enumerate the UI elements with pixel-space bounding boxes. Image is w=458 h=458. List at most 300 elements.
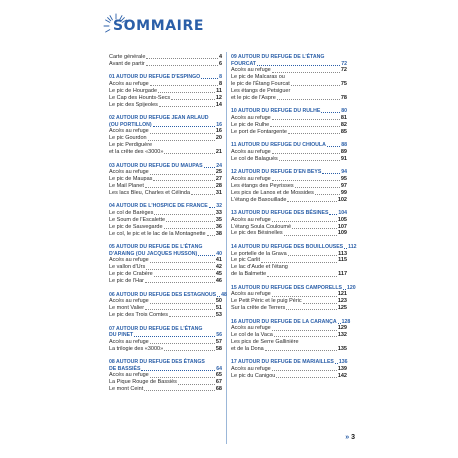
toc-entry[interactable] <box>109 149 222 156</box>
leader-dots <box>141 370 215 371</box>
section-page: 64 <box>216 365 222 372</box>
entry-page: 6 <box>218 60 222 67</box>
toc-entry[interactable] <box>109 264 222 271</box>
entry-page: 50 <box>215 298 222 305</box>
section-page: 72 <box>341 60 347 67</box>
toc-entry[interactable] <box>109 142 222 149</box>
leader-dots <box>270 126 340 127</box>
toc-entry[interactable] <box>109 54 222 61</box>
leader-dots <box>150 174 215 175</box>
leader-dots <box>145 187 215 188</box>
leader-dots <box>272 153 340 154</box>
leader-dots <box>159 106 215 107</box>
toc-entry[interactable] <box>109 169 222 176</box>
toc-entry[interactable] <box>109 176 222 183</box>
toc-entry[interactable] <box>109 190 222 197</box>
toc-section <box>231 284 356 312</box>
leader-dots <box>158 92 215 93</box>
toc-entry[interactable] <box>231 325 347 332</box>
entry-page: 41 <box>215 257 222 264</box>
entry-label: Accès au refuge <box>109 128 149 135</box>
section-page: 104 <box>338 210 347 217</box>
entry-label: de la Balmette <box>231 271 267 278</box>
toc-entry[interactable] <box>231 95 347 102</box>
entry-label: Le port de Fontargente <box>231 128 287 135</box>
toc-section <box>231 210 347 237</box>
section-title: 05 AUTOUR DU REFUGE DE L'ÉTANG <box>109 244 203 251</box>
leader-dots <box>288 133 340 134</box>
entry-label: Accès au refuge <box>231 67 271 74</box>
leader-dots <box>284 235 337 236</box>
leader-dots <box>272 180 340 181</box>
section-title-line2: D'ARAING (OU JACQUES HUSSON) <box>109 250 198 257</box>
leader-dots <box>321 112 340 113</box>
leader-dots <box>207 235 215 236</box>
toc-entry[interactable] <box>231 197 347 204</box>
entry-label: Accès au refuge <box>109 257 149 264</box>
entry-page: 27 <box>215 176 222 183</box>
toc-entry[interactable] <box>109 379 222 386</box>
section-page: 80 <box>341 108 347 115</box>
leader-dots <box>286 309 337 310</box>
section-title: 02 AUTOUR DU REFUGE JEAN ARLAUD <box>109 115 209 122</box>
section-title-line2: (OU PORTILLON) <box>109 121 152 128</box>
section-title: 04 AUTOUR DE L'HOSPICE DE FRANCE <box>109 203 208 210</box>
toc-section <box>109 244 222 285</box>
section-heading-block[interactable] <box>109 359 222 372</box>
section-page: 136 <box>338 359 348 366</box>
entry-page: 139 <box>337 366 347 373</box>
leader-dots <box>204 167 216 168</box>
leader-dots <box>315 194 340 195</box>
toc-entry[interactable] <box>231 264 347 271</box>
leader-dots <box>267 276 337 277</box>
toc-left-column <box>109 54 227 400</box>
entry-page: 42 <box>215 264 222 271</box>
entry-page: 91 <box>340 155 347 162</box>
leader-dots <box>288 255 337 256</box>
entry-page: 113 <box>338 250 347 257</box>
section-heading[interactable] <box>109 291 227 299</box>
entry-page: 35 <box>215 216 222 223</box>
entry-page: 46 <box>215 278 222 285</box>
toc-entry[interactable] <box>231 332 347 339</box>
section-heading[interactable] <box>231 169 347 176</box>
toc-entry[interactable] <box>231 366 347 373</box>
section-heading <box>109 251 222 258</box>
entry-label: Le lac d'Aude et l'étang <box>231 264 288 271</box>
entry-page: 85 <box>340 128 347 135</box>
entry-page: 97 <box>340 182 347 189</box>
toc-entry[interactable] <box>231 257 347 264</box>
toc-entry[interactable] <box>231 271 347 278</box>
entry-label: Le pic des Bésinelles <box>231 230 283 237</box>
leader-dots <box>145 282 215 283</box>
page-number <box>345 434 355 441</box>
toc-entry[interactable] <box>109 224 222 231</box>
toc-entry[interactable] <box>109 339 222 346</box>
entry-page: 12 <box>215 94 222 101</box>
entry-page: 33 <box>215 210 222 217</box>
entry-label: Accès au refuge <box>231 291 271 298</box>
section-heading <box>109 332 222 339</box>
leader-dots <box>272 72 340 73</box>
toc-entry[interactable] <box>231 67 347 74</box>
toc-entry[interactable] <box>231 251 347 258</box>
section-page: 112 <box>348 243 357 250</box>
entry-page: 95 <box>340 175 347 182</box>
section-title: 14 AUTOUR DU REFUGE DES BOUILLOUSES <box>231 243 344 250</box>
entry-label: Accès au refuge <box>231 366 271 373</box>
toc-section <box>109 359 222 393</box>
leader-dots <box>272 296 337 297</box>
toc-entry[interactable] <box>231 190 347 197</box>
section-heading <box>231 61 347 68</box>
entry-label: Accès au refuge <box>231 148 271 155</box>
entry-label: L'étang Soula Couloumé <box>231 223 292 230</box>
entry-page: 21 <box>215 149 222 156</box>
section-title-line2: FOURCAT <box>231 60 256 67</box>
entry-label: Le pic de Hourgade <box>109 87 158 94</box>
entry-page: 115 <box>338 257 347 264</box>
entry-label: Le col de Barèges <box>109 210 154 217</box>
toc-section <box>109 74 222 108</box>
section-heading[interactable] <box>231 210 347 217</box>
section-heading[interactable] <box>231 284 356 292</box>
leader-dots <box>338 323 341 324</box>
toc-entry[interactable] <box>231 122 347 129</box>
leader-dots <box>327 146 340 147</box>
leader-dots <box>150 343 215 344</box>
page-number-value: 3 <box>351 434 355 441</box>
entry-label: et de la Dona <box>231 345 264 352</box>
section-heading-block[interactable] <box>109 115 222 128</box>
section-heading-block[interactable] <box>109 326 222 339</box>
entry-label: Accès au refuge <box>231 216 271 223</box>
entry-label: Le Petit Péric et le puig Péric <box>231 298 302 305</box>
section-page: 16 <box>216 121 222 128</box>
section-title: 09 AUTOUR DU REFUGE DE L'ÉTANG <box>231 54 325 60</box>
leader-dots <box>295 187 340 188</box>
leader-dots <box>166 221 215 222</box>
entry-page: 107 <box>337 223 347 230</box>
entry-label: et le pic de l'Aspre <box>231 94 276 101</box>
toc-entry[interactable] <box>109 183 222 190</box>
entry-page: 11 <box>216 87 222 94</box>
section-title: 01 AUTOUR DU REFUGE D'ESPINGO <box>109 74 201 81</box>
section-title: 12 AUTOUR DU REFUGE D'EN BEYS <box>231 169 322 176</box>
entry-label: Le pic de Crabère <box>109 271 153 278</box>
toc-entry[interactable] <box>109 95 222 102</box>
entry-label: Le col, le pic et le lac de la Montagnette <box>109 230 206 237</box>
entry-label: Le vallon d'Urs <box>109 264 146 271</box>
leader-dots <box>146 65 218 66</box>
leader-dots <box>272 119 340 120</box>
leader-dots <box>144 390 215 391</box>
entry-page: 16 <box>215 128 222 135</box>
toc-entry[interactable] <box>231 183 347 190</box>
leader-dots <box>217 296 220 297</box>
section-heading-block[interactable] <box>109 244 222 257</box>
entry-label: Le pic de Rulhe <box>231 121 270 128</box>
entry-label: Le pic des Spijeoles <box>109 101 158 108</box>
toc-entry[interactable] <box>109 135 222 142</box>
leader-dots <box>154 214 215 215</box>
section-heading[interactable] <box>231 318 351 326</box>
toc-entry[interactable] <box>109 102 222 109</box>
entry-label: Les lacs Bleu, Charles et Célinda <box>109 189 191 196</box>
section-heading[interactable] <box>231 142 347 149</box>
toc-entry[interactable] <box>109 231 222 238</box>
entry-page: 58 <box>215 345 222 352</box>
section-heading[interactable] <box>231 359 347 366</box>
entry-label: Le pic de l'Har <box>109 278 144 285</box>
leader-dots <box>145 309 215 310</box>
entry-label: Le pic de Maupas <box>109 176 153 183</box>
section-title: 07 AUTOUR DU REFUGE DE L'ÉTANG <box>109 325 203 332</box>
entry-label: Les pics de Lanos et de Mossides <box>231 189 314 196</box>
section-page: 88 <box>341 142 347 149</box>
section-title-line2: DU PINET <box>109 332 134 339</box>
entry-page: 25 <box>215 169 222 176</box>
toc-entry[interactable] <box>109 210 222 217</box>
section-heading[interactable] <box>109 163 222 170</box>
toc-entry[interactable] <box>109 346 222 353</box>
entry-page: 36 <box>215 223 222 230</box>
entry-page: 57 <box>215 338 222 345</box>
leader-dots <box>274 336 337 337</box>
leader-dots <box>272 221 337 222</box>
entry-label: et la crête des «3000» <box>109 149 164 156</box>
entry-label: Accès au refuge <box>231 325 271 332</box>
entry-page: 53 <box>215 312 222 319</box>
toc-section <box>231 142 347 162</box>
entry-label: Le pic Perdiguère <box>109 142 153 149</box>
toc-entry[interactable] <box>231 224 347 231</box>
entry-page: 45 <box>215 271 222 278</box>
toc-entry[interactable] <box>109 257 222 264</box>
entry-label: Le Soum de l'Escalette <box>109 216 166 223</box>
leader-dots <box>279 160 340 161</box>
entry-label: Le Cap des Hounts-Secs <box>109 94 171 101</box>
leader-dots <box>201 78 218 79</box>
leader-dots <box>292 228 337 229</box>
entry-label: Le col de Balaguès <box>231 155 278 162</box>
toc-entry[interactable] <box>109 271 222 278</box>
section-heading <box>109 122 222 129</box>
toc-section <box>231 169 347 203</box>
toc-entry[interactable] <box>231 156 347 163</box>
entry-page: 78 <box>340 94 347 101</box>
section-page: 40 <box>216 250 222 257</box>
toc-right-column <box>231 54 357 386</box>
entry-page: 132 <box>337 332 347 339</box>
entry-label: Accès au refuge <box>109 169 149 176</box>
section-page: 120 <box>346 284 356 291</box>
leader-dots <box>150 377 215 378</box>
toc-section <box>109 115 222 156</box>
toc-entry[interactable] <box>231 74 347 81</box>
leader-dots <box>191 194 215 195</box>
leader-dots <box>150 133 215 134</box>
section-title: 03 AUTOUR DU REFUGE DU MAUPAS <box>109 162 203 169</box>
section-page: 56 <box>216 332 222 339</box>
toc-entry[interactable] <box>231 291 347 298</box>
entry-label: Accès au refuge <box>231 175 271 182</box>
entry-page: 135 <box>337 345 347 352</box>
toc-left-sections <box>109 74 227 393</box>
entry-page: 123 <box>337 298 347 305</box>
entry-label: Accès au refuge <box>109 81 149 87</box>
section-page: 8 <box>219 74 222 81</box>
entry-page: 75 <box>340 81 347 87</box>
entry-label: le pic de l'Étang Fourcat <box>231 81 290 87</box>
entry-label: Avant de partir <box>109 60 145 67</box>
entry-page: 28 <box>215 183 222 190</box>
toc-entry[interactable] <box>231 81 347 88</box>
section-page: 24 <box>216 162 222 169</box>
section-title: 10 AUTOUR DU REFUGE DU RULHE <box>231 108 321 115</box>
entry-page: 102 <box>337 196 347 203</box>
toc-entry[interactable] <box>109 217 222 224</box>
entry-label: Le pic des Trois Comtes <box>109 312 168 319</box>
toc-entry[interactable] <box>109 61 222 68</box>
entry-label: Le portelle de la Grava <box>231 250 287 257</box>
page-title: SOMMAIRE <box>113 18 205 34</box>
leader-dots <box>272 330 337 331</box>
section-heading[interactable] <box>109 203 222 210</box>
entry-label: Le Mail Planet <box>109 183 144 190</box>
section-title: 16 AUTOUR DU REFUGE DE LA CARANÇA <box>231 318 337 325</box>
leader-dots <box>329 214 337 215</box>
entry-label: Accès au refuge <box>109 372 149 379</box>
section-title: 06 AUTOUR DU REFUGE DES ESTAGNOUS <box>109 291 217 298</box>
entry-page: 4 <box>218 54 222 60</box>
entry-label: Les pics de Serre Gallinière <box>231 339 299 346</box>
page-title-block <box>101 11 221 41</box>
footer-bullet: » <box>345 434 350 441</box>
leader-dots <box>171 99 215 100</box>
section-title: 15 AUTOUR DU REFUGE DES CAMPORELLS <box>231 284 342 291</box>
entry-page: 82 <box>340 121 347 128</box>
entry-label: Les étangs des Peyrisses <box>231 182 294 189</box>
leader-dots <box>154 276 215 277</box>
section-heading[interactable] <box>109 74 222 81</box>
leader-dots <box>169 316 215 317</box>
leader-dots <box>146 269 215 270</box>
toc-section <box>109 163 222 197</box>
toc-entry[interactable] <box>231 129 347 136</box>
toc-section <box>231 243 357 278</box>
entry-page: 14 <box>215 101 222 108</box>
leader-dots <box>150 85 218 86</box>
toc-section <box>109 291 227 319</box>
entry-label: Le mont Ceint <box>109 386 144 393</box>
section-page: 128 <box>341 318 351 325</box>
entry-page: 81 <box>340 114 347 121</box>
toc-section <box>231 318 351 353</box>
entry-label: Le mont Valier <box>109 305 145 312</box>
section-page: 48 <box>221 291 227 298</box>
entry-page: 121 <box>337 291 347 298</box>
section-title: 11 AUTOUR DU REFUGE DU CHIOULA <box>231 142 326 149</box>
toc-entry[interactable] <box>109 386 222 393</box>
section-heading-block[interactable] <box>231 54 347 67</box>
leader-dots <box>198 255 215 256</box>
toc-entry[interactable] <box>231 373 347 380</box>
leader-dots <box>146 58 218 59</box>
entry-page: 8 <box>218 81 222 87</box>
entry-label: Les étangs de Petsiguer <box>231 87 291 94</box>
toc-entry[interactable] <box>109 305 222 312</box>
section-title: 08 AUTOUR DU REFUGE DES ÉTANGS <box>109 359 205 366</box>
toc-entry[interactable] <box>231 176 347 183</box>
entry-page: 89 <box>340 148 347 155</box>
toc-entry[interactable] <box>109 278 222 285</box>
section-page: 94 <box>341 169 347 176</box>
leader-dots <box>335 363 338 364</box>
toc-entry[interactable] <box>231 339 347 346</box>
toc-entry[interactable] <box>231 217 347 224</box>
leader-dots <box>265 350 337 351</box>
entry-label: Accès au refuge <box>109 338 149 345</box>
toc-entry[interactable] <box>231 305 347 312</box>
toc-section <box>231 108 347 135</box>
leader-dots <box>178 384 215 385</box>
entry-page: 20 <box>215 135 222 142</box>
leader-dots <box>164 228 215 229</box>
leader-dots <box>291 85 340 86</box>
toc-entry[interactable] <box>109 298 222 305</box>
toc-entry[interactable] <box>109 372 222 379</box>
section-heading <box>109 366 222 373</box>
toc-entry[interactable] <box>231 149 347 156</box>
entry-page: 68 <box>215 386 222 393</box>
section-heading[interactable] <box>231 243 357 251</box>
leader-dots <box>150 262 215 263</box>
entry-page: 99 <box>340 189 347 196</box>
section-heading[interactable] <box>231 108 347 115</box>
section-title: 17 AUTOUR DU REFUGE DE MARIAILLES <box>231 359 334 366</box>
leader-dots <box>257 65 340 66</box>
entry-page: 117 <box>338 271 347 278</box>
toc-entry[interactable] <box>109 81 222 88</box>
toc-entry[interactable] <box>109 128 222 135</box>
entry-page: 125 <box>337 305 347 312</box>
leader-dots <box>209 207 216 208</box>
entry-page: 31 <box>215 189 222 196</box>
entry-page: 105 <box>337 216 347 223</box>
toc-entry[interactable] <box>231 346 347 353</box>
toc-section <box>231 54 347 102</box>
entry-label: Le pic de Sauvegarde <box>109 223 163 230</box>
toc-entry[interactable] <box>231 88 347 95</box>
toc-entry[interactable] <box>231 230 347 237</box>
toc-entry[interactable] <box>109 88 222 95</box>
toc-entry[interactable] <box>109 312 222 319</box>
leader-dots <box>287 201 336 202</box>
leader-dots <box>303 303 337 304</box>
toc-entry[interactable] <box>231 298 347 305</box>
entry-page: 142 <box>337 372 347 379</box>
leader-dots <box>272 370 337 371</box>
leader-dots <box>153 126 216 127</box>
toc-entry[interactable] <box>231 115 347 122</box>
entry-page: 51 <box>215 305 222 312</box>
entry-label: L'étang de Baxouillade <box>231 196 287 203</box>
entry-page: 67 <box>215 379 222 386</box>
leader-dots <box>261 262 337 263</box>
